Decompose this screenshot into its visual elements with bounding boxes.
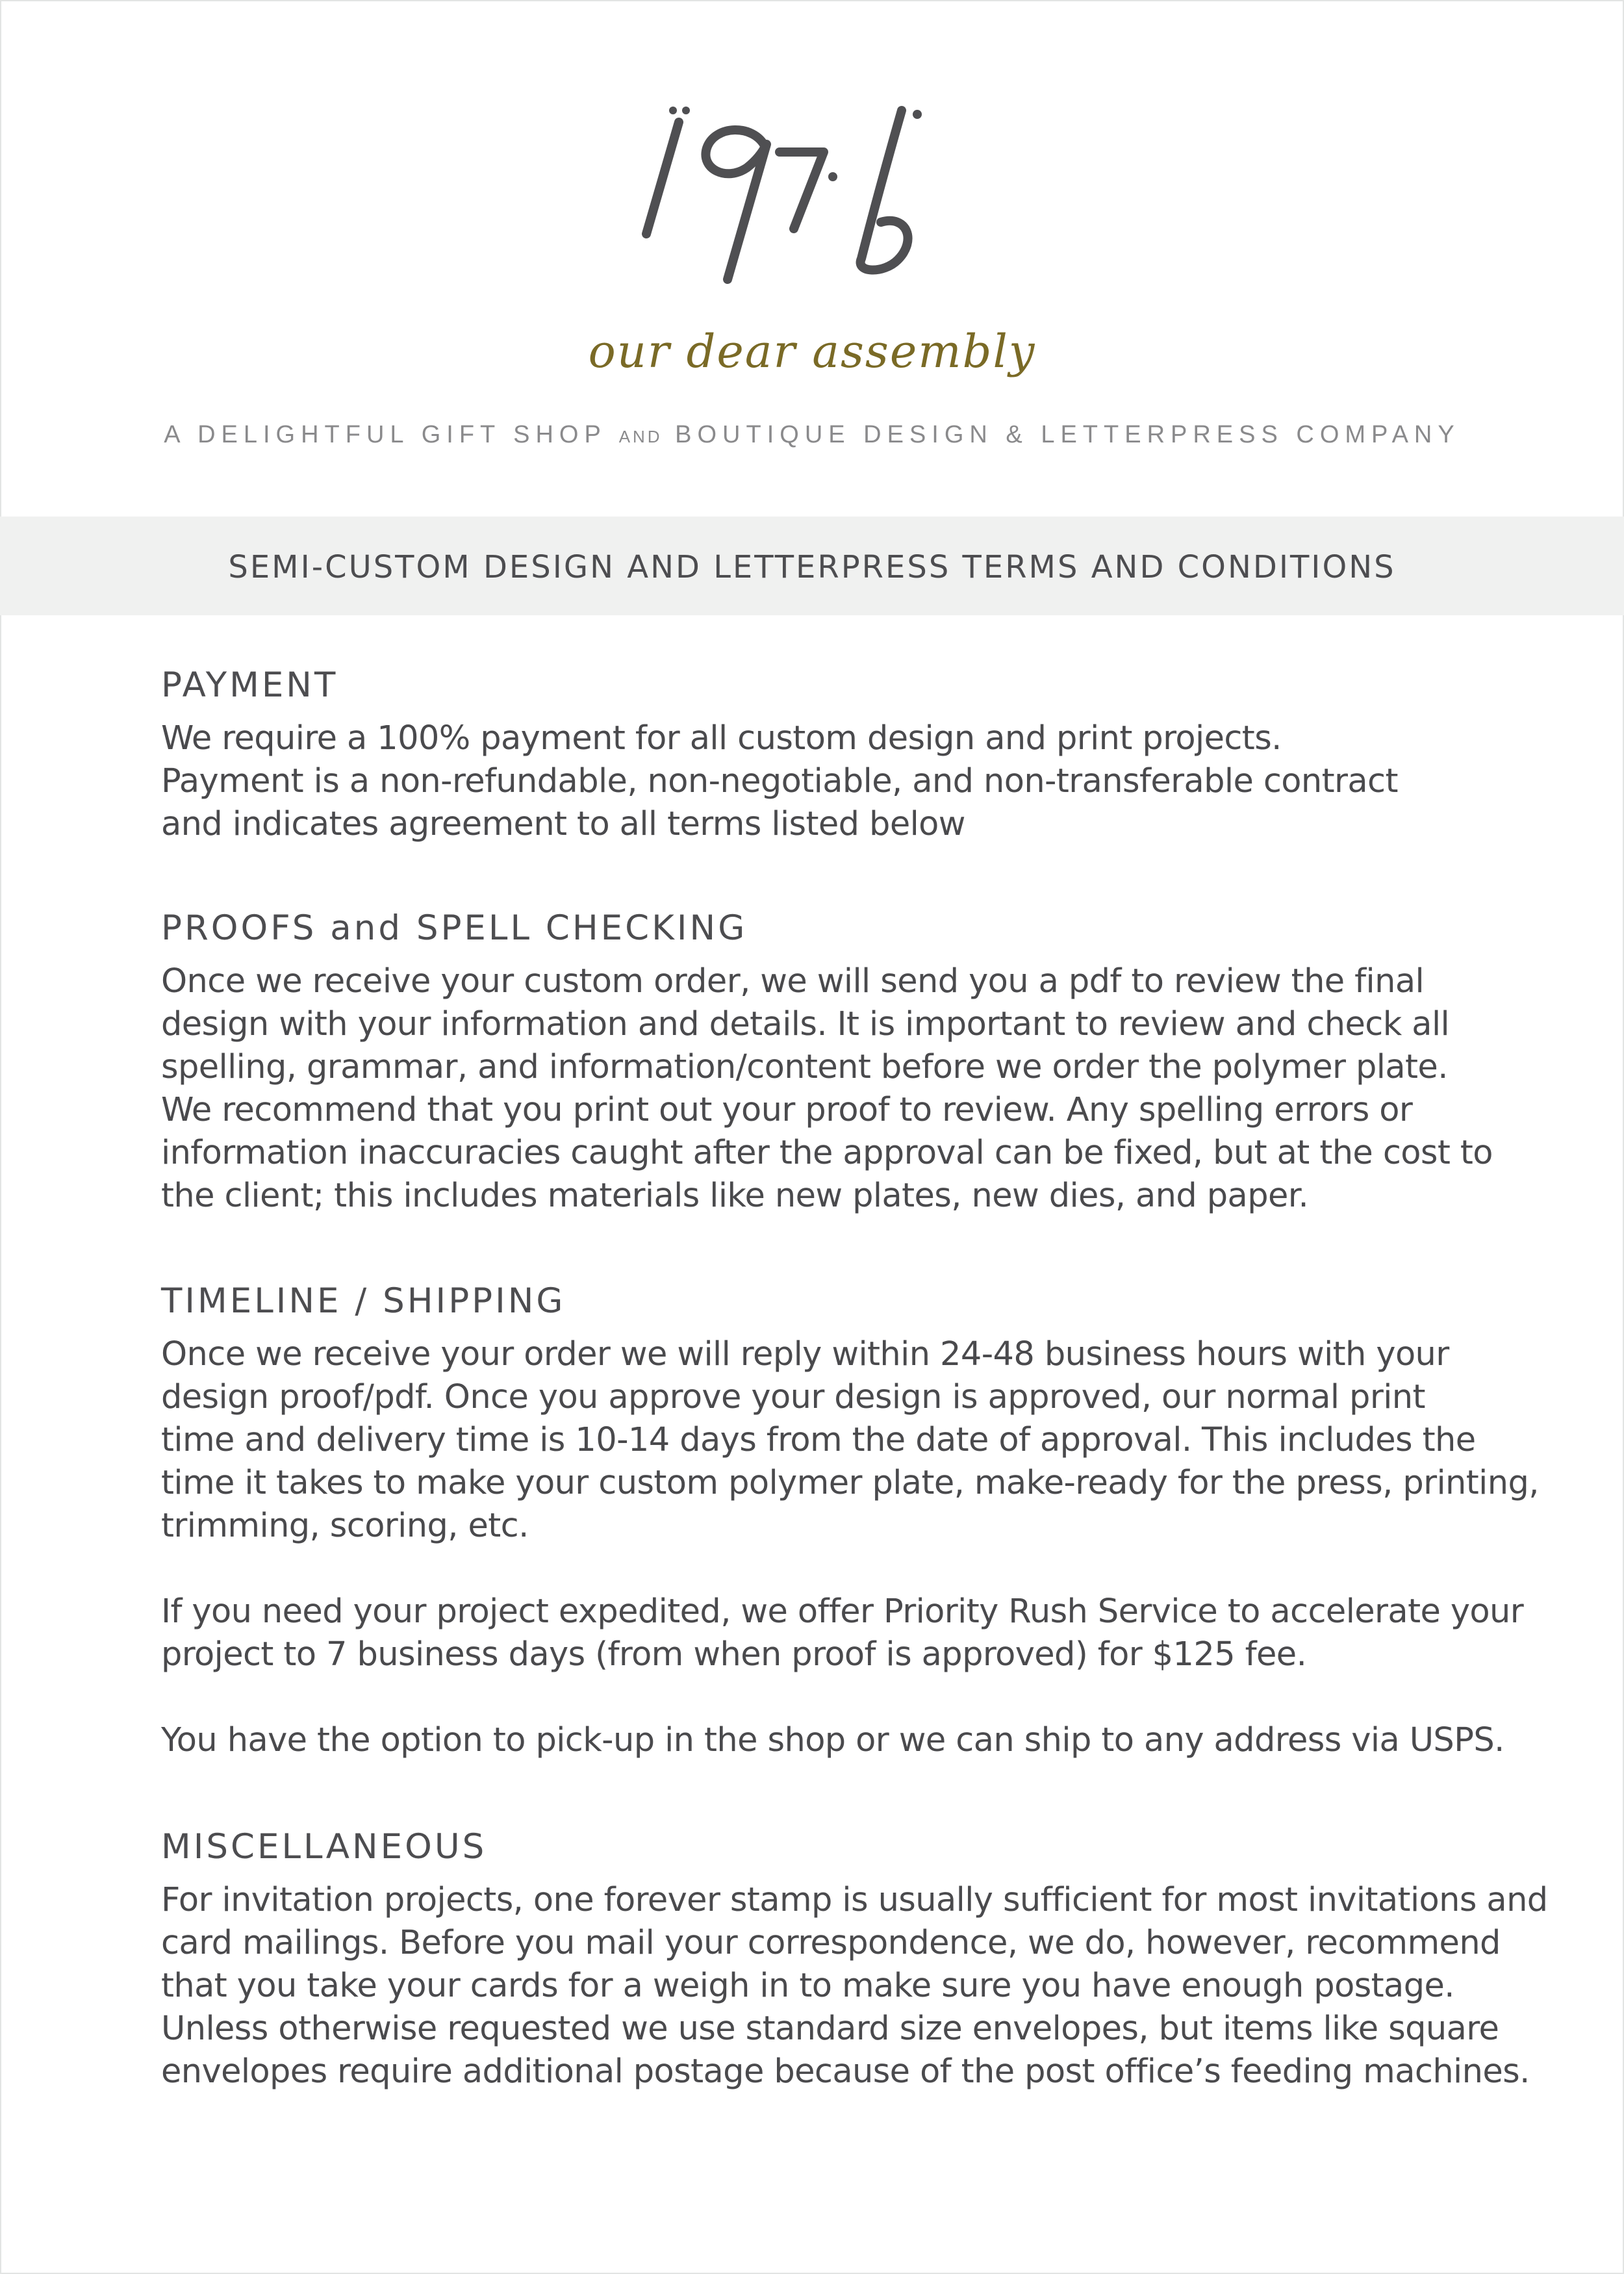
logo-digit-1 (646, 122, 679, 234)
page-title: SEMI-CUSTOM DESIGN AND LETTERPRESS TERMS AND CONDITIONS (228, 549, 1396, 585)
text-line: information inaccuracies caught after the approval can be fixed, but at the cost to (161, 1134, 1493, 1172)
logo-dot (913, 110, 922, 119)
logo-dot (682, 107, 690, 114)
company-line-part2: BOUTIQUE DESIGN & LETTERPRESS COMPANY (675, 421, 1460, 448)
logo-dot (669, 107, 677, 114)
text-line: Unless otherwise requested we use standard size envelopes, but items like square (161, 2010, 1499, 2048)
script-tagline: our dear assembly (588, 325, 1036, 378)
section-heading: PROOFS and SPELL CHECKING (161, 908, 748, 948)
text-line: time it takes to make your custom polymer plate, make-ready for the press, printing, (161, 1464, 1539, 1502)
section-heading: TIMELINE / SHIPPING (161, 1281, 566, 1321)
text-line: project to 7 business days (from when proof is approved) for $125 fee. (161, 1635, 1307, 1674)
section-body (161, 1719, 1519, 1762)
logo-digit-7 (780, 152, 824, 229)
text-line: trimming, scoring, etc. (161, 1507, 529, 1545)
section-miscellaneous (161, 1826, 1548, 2093)
text-line: and indicates agreement to all terms listed below (161, 805, 965, 843)
text-line: design with your information and details. It is important to review and check all (161, 1005, 1450, 1043)
text-line: card mailings. Before you mail your correspondence, we do, however, recommend (161, 1924, 1501, 1962)
text-line: envelopes require additional postage because of the post office’s feeding machines. (161, 2052, 1530, 2091)
section-heading: PAYMENT (161, 665, 338, 705)
text-line: Payment is a non-refundable, non-negotiable, and non-transferable contract (161, 762, 1398, 800)
text-line: Once we receive your order we will reply within 24-48 business hours with your (161, 1335, 1449, 1373)
logo-digit-6 (861, 110, 908, 270)
text-line: that you take your cards for a weigh in to make sure you have enough postage. (161, 1967, 1454, 2005)
text-line: spelling, grammar, and information/content before we order the polymer plate. (161, 1048, 1448, 1086)
section-body (161, 717, 1519, 846)
logo-dot (828, 172, 837, 181)
brand-logo (617, 84, 1007, 318)
text-line: time and delivery time is 10-14 days from the date of approval. This includes the (161, 1421, 1476, 1459)
section-timeline-shipping (161, 1280, 1539, 1762)
company-description (0, 421, 1624, 449)
section-body (161, 960, 1519, 1218)
text-line: Once we receive your custom order, we will send you a pdf to review the final (161, 962, 1425, 1001)
text-line: For invitation projects, one forever stamp is usually sufficient for most invitations and (161, 1881, 1548, 1919)
section-body (161, 1879, 1548, 2093)
section-heading: MISCELLANEOUS (161, 1827, 487, 1867)
section-proofs (161, 907, 1519, 1218)
logo-digit-9 (705, 130, 767, 279)
text-line: If you need your project expedited, we offer Priority Rush Service to accelerate your (161, 1592, 1524, 1631)
text-line: the client; this includes materials like new plates, new dies, and paper. (161, 1177, 1309, 1215)
section-payment (161, 664, 1519, 846)
text-line: We recommend that you print out your proof to review. Any spelling errors or (161, 1091, 1413, 1129)
logo-1976-mark (617, 84, 1007, 318)
text-line: You have the option to pick-up in the shop or we can ship to any address via USPS. (161, 1721, 1504, 1759)
company-line-part1: A DELIGHTFUL GIFT SHOP (164, 421, 607, 448)
section-body (161, 1333, 1539, 1548)
text-line: We require a 100% payment for all custom design and print projects. (161, 719, 1282, 758)
text-line: design proof/pdf. Once you approve your design is approved, our normal print (161, 1378, 1425, 1416)
company-line-and: AND (618, 427, 663, 446)
section-body (161, 1591, 1524, 1676)
